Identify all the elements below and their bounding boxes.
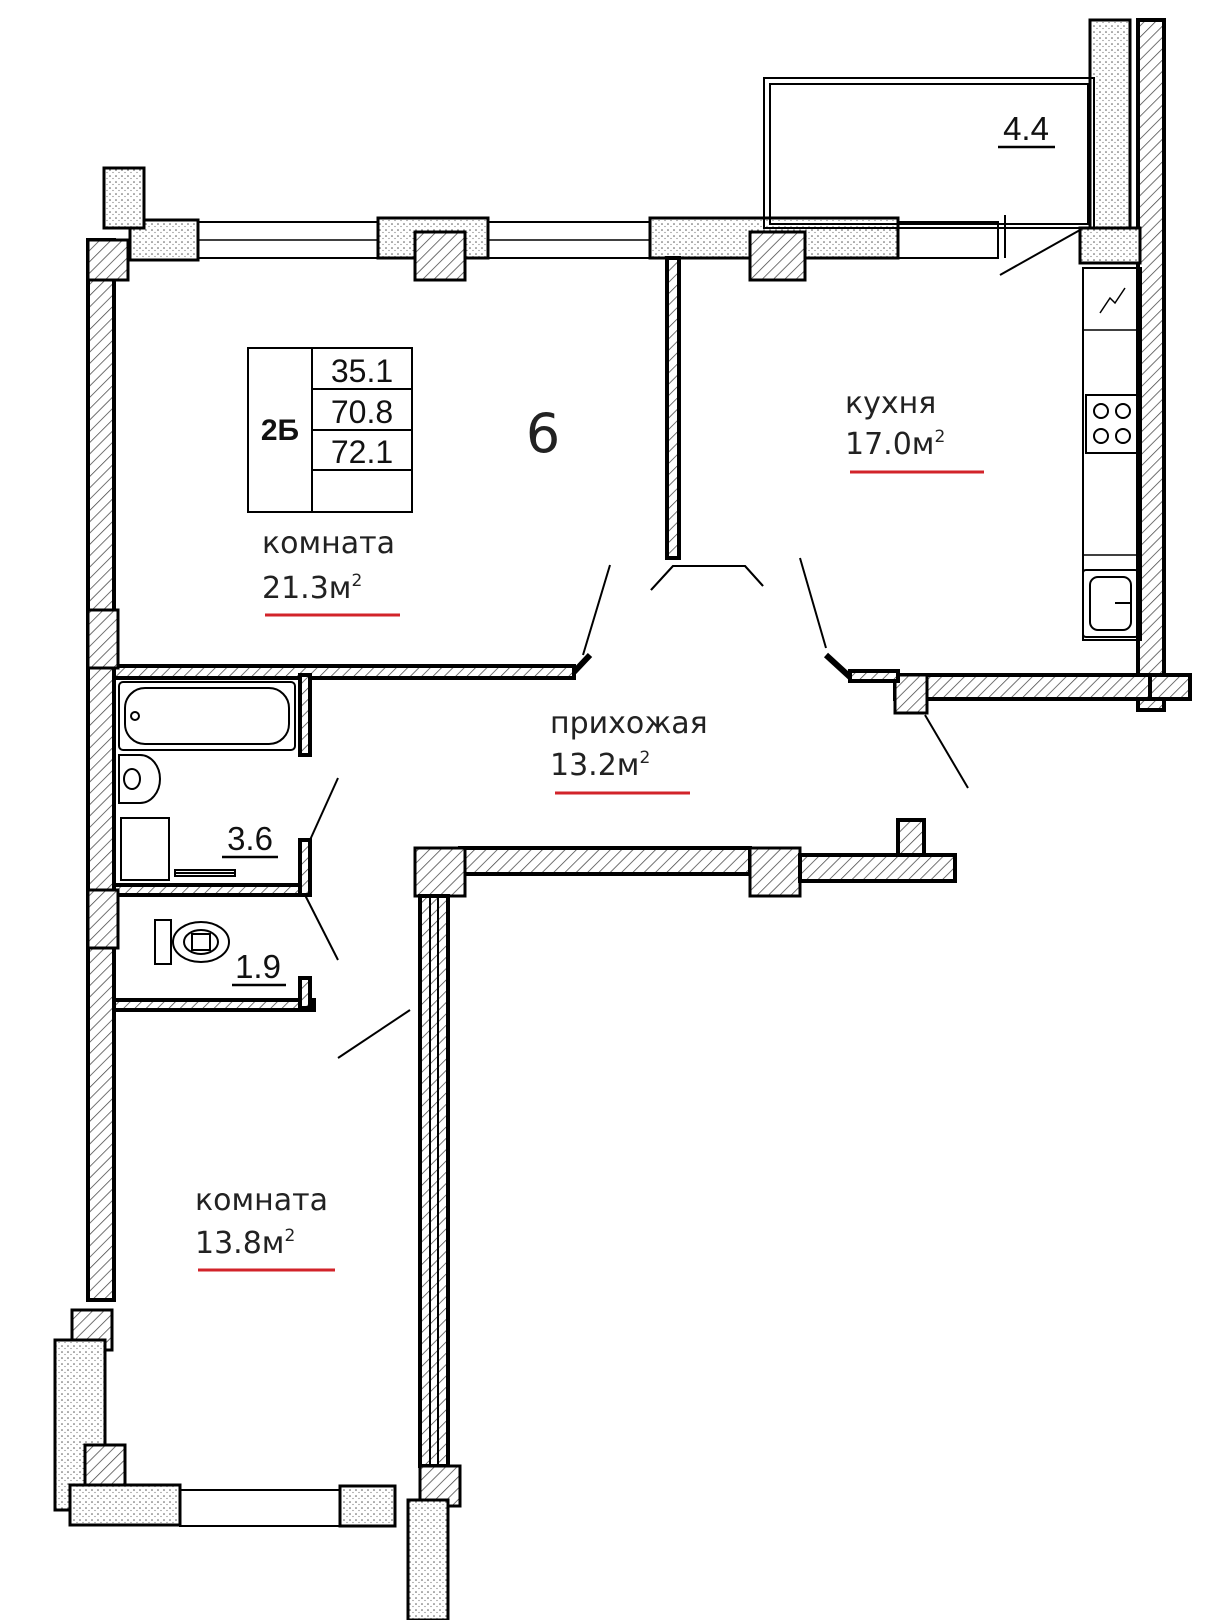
bathroom-label — [222, 820, 278, 857]
washbasin-icon — [119, 755, 160, 803]
bathroom-area: 3.6 — [227, 820, 273, 857]
room2-label — [195, 1183, 335, 1270]
balcony-label — [998, 110, 1055, 147]
apartment-code: 2Б — [260, 414, 300, 447]
sink-icon — [1083, 570, 1138, 637]
exterior-walls — [55, 20, 1190, 1620]
hall-label — [550, 706, 708, 793]
room1-area: $21.3м^2$ — [262, 571, 363, 606]
stove-icon — [1086, 395, 1138, 453]
hall-name: прихожая — [550, 706, 708, 741]
room1-name: комната — [262, 526, 395, 561]
area-with-balcony-value: 72.1 — [330, 434, 394, 470]
kitchen-area: $17.0м^2$ — [845, 427, 946, 462]
living-area-value: 35.1 — [330, 353, 394, 389]
summary-table — [248, 348, 412, 512]
room2-area: $13.8м^2$ — [195, 1226, 296, 1261]
kitchen-name: кухня — [845, 386, 937, 421]
toilet-icon — [155, 920, 229, 964]
apartment-number: 6 — [525, 402, 561, 465]
total-area-value: 70.8 — [330, 394, 394, 430]
room1-label — [262, 526, 400, 615]
balcony-area: 4.4 — [1003, 110, 1049, 147]
bathtub-icon — [119, 682, 295, 750]
kitchen-label — [845, 386, 984, 472]
toilet-area: 1.9 — [235, 948, 281, 985]
room2-name: комната — [195, 1183, 328, 1218]
hall-area: $13.2м^2$ — [550, 748, 651, 783]
toilet-label — [232, 948, 286, 985]
